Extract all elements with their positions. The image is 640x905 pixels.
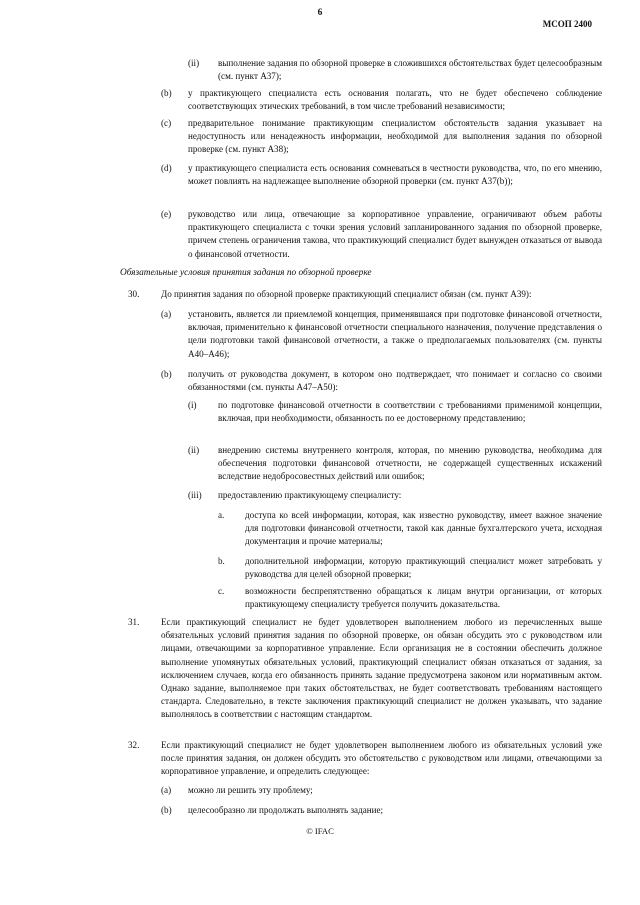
list-item-text: предоставлению практикующему специалисту: xyxy=(218,490,402,500)
list-item-label: (b) xyxy=(161,805,172,815)
list-item-text: по подготовке финансовой отчетности в соответствии с требованиями применимой концепции, включая, при необходимости, обязанность по ее достоверному представлению; xyxy=(218,400,602,424)
list-item-text: у практикующего специалиста есть основания сомневаться в честности руководства, что, по его мнению, может повлиять на надлежащее выполнение обзорной проверки (см. пункт А37(b)); xyxy=(188,163,602,187)
list-item-text: можно ли решить эту проблему; xyxy=(188,785,313,795)
list-item-label: (a) xyxy=(161,309,172,319)
list-item-label: a. xyxy=(218,510,225,520)
section-heading: Обязательные условия принятия задания по обзорной проверке xyxy=(120,268,372,278)
list-item-text: предварительное понимание практикующим специалистом обстоятельств задания указывает на недоступность или ненадежность информации, необходимой для выполнения задания по обзорной проверке (см. пункт А38); xyxy=(188,118,602,155)
list-item-text: руководство или лица, отвечающие за корпоративное управление, ограничивают объем работы практикующего специалиста с точки зрения условий запланированного задания по обзорной проверке, причем степень ограничения такова, что практикующий специалист будет вынужден отказаться от вывода о финансовой отчетности. xyxy=(188,209,602,259)
paragraph-number: 32. xyxy=(128,740,140,750)
list-item-label: (c) xyxy=(161,118,172,128)
list-item-label: (a) xyxy=(161,785,172,795)
list-item-text: доступа ко всей информации, которая, как известно руководству, имеет важное значение для подготовки финансовой отчетности, такой как данные бухгалтерского учета, исходная документация и прочие материалы; xyxy=(245,510,602,547)
list-item-label: c. xyxy=(218,586,225,596)
paragraph-text: Если практикующий специалист не будет удовлетворен выполнением любого из перечисленных выше обязательных условий принятия задания по обзорной проверке, он обязан обсудить это с руководством или лицами, отвечающими за корпоративное управление. Если организация не в состоянии обеспечить должное выполнение упомянутых обязательных условий, практикующий специалист обязан отказаться от задания, за исключением случаев, когда его обязанность принять задание предусмотрена законом или нормативным актом. Однако задание, выполняемое при таких обстоятельствах, не будет соответствовать требованиям настоящего стандарта. Следовательно, в тексте заключения практикующий специалист не должен указывать, что задание выполнялось в соответствии с настоящим стандартом. xyxy=(161,617,602,720)
paragraph-text: До принятия задания по обзорной проверке практикующий специалист обязан (см. пункт А39): xyxy=(161,289,532,299)
paragraph-number: 31. xyxy=(128,617,140,627)
document-code: МСОП 2400 xyxy=(542,19,592,29)
list-item-label: (d) xyxy=(161,163,172,173)
list-item-label: (ii) xyxy=(188,58,200,68)
list-item-label: b. xyxy=(218,556,225,566)
list-item-text: дополнительной информации, которую практикующий специалист может затребовать у руководства для целей обзорной проверки; xyxy=(245,556,602,580)
list-item-text: возможности беспрепятственно обращаться к лицам внутри организации, от которых практикующему специалисту требуется получить доказательства. xyxy=(245,586,602,610)
footer-copyright: © IFAC xyxy=(306,826,334,836)
list-item-label: (iii) xyxy=(188,490,202,500)
list-item-label: (i) xyxy=(188,400,197,410)
list-item-text: установить, является ли приемлемой концепция, применявшаяся при подготовке финансовой отчетности, включая, применительно к финансовой отчетности специального назначения, получение представления о цели подготовки такой финансовой отчетности, а также о предполагаемых пользователях (см. пункты А40–А46); xyxy=(188,309,602,359)
paragraph-number: 30. xyxy=(128,289,140,299)
list-item-label: (ii) xyxy=(188,445,200,455)
list-item-label: (e) xyxy=(161,209,172,219)
list-item-label: (b) xyxy=(161,88,172,98)
list-item-text: внедрению системы внутреннего контроля, которая, по мнению руководства, необходима для обеспечения подготовки финансовой отчетности, не содержащей существенных искажений вследствие недобросовестных действий или ошибок; xyxy=(218,445,602,482)
list-item-text: целесообразно ли продолжать выполнять задание; xyxy=(188,805,384,815)
paragraph-text: Если практикующий специалист не будет удовлетворен выполнением любого из обязательных условий уже после принятия задания, он должен обсудить это обстоятельство с руководством или лицами, отвечающими за корпоративное управление, и определить следующее: xyxy=(161,740,602,777)
page-number: 6 xyxy=(317,8,323,18)
list-item-text: получить от руководства документ, в котором оно подтверждает, что понимает и согласно со своими обязанностями (см. пункты А47–А50): xyxy=(188,369,602,393)
list-item-label: (b) xyxy=(161,369,172,379)
list-item-text: у практикующего специалиста есть основания полагать, что не будет обеспечено соблюдение соответствующих этических требований, в том числе требований независимости; xyxy=(188,88,602,112)
list-item-text: выполнение задания по обзорной проверке в сложившихся обстоятельствах будет целесообразным (см. пункт А37); xyxy=(218,58,602,82)
